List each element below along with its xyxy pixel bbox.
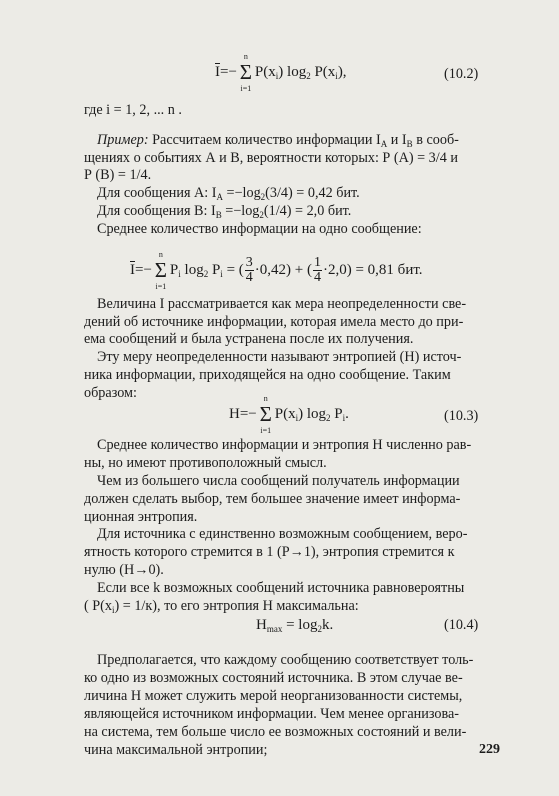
paragraph-5-line: ятность которого стремится в 1 (Р→1), энтропия стремится к (84, 544, 455, 560)
paragraph-4-line: должен сделать выбор, тем большее значение имеет информа- (84, 491, 461, 507)
paragraph-2-line: образом: (84, 385, 137, 401)
paragraph-7-line: являющейся источником информации. Чем менее организова- (84, 706, 459, 722)
paragraph-7-line: чина максимальной энтропии; (84, 742, 268, 758)
paragraph-7-line: личина Н может служить мерой неорганизованности системы, (84, 688, 463, 704)
equation-average: $\overline{I}=-$ n Σ i=1 $P_i$ $\log_2 P_i$ = ( $\frac{3}{4}$ ·0,42) + ( $\frac{1}{4}$ ·2,0) = 0,81 бит. (130, 250, 423, 291)
sum-symbol: n Σ i=1 (154, 250, 168, 291)
paragraph-4-line: Чем из большего числа сообщений получатель информации (97, 473, 460, 489)
eq-lhs: $\overline{I}$ (215, 63, 220, 80)
sum-symbol: n Σ i=1 (239, 52, 253, 93)
paragraph-1-line: ема сообщений и была устранена после их получения. (84, 331, 414, 347)
equation-10-4: $H_{max} = \log_2k$. (256, 617, 334, 634)
equation-number: (10.2) (444, 66, 479, 82)
paragraph-7-line: ко одно из возможных состояний источника. В этом случае ве- (84, 670, 463, 686)
page-number: 229 (479, 742, 500, 757)
paragraph-3-line: Среднее количество информации и энтропия Н численно рав- (97, 437, 472, 453)
paragraph-2-line: Эту меру неопределенности называют энтропией (Н) источ- (97, 349, 462, 365)
message-a-line: Для сообщения А: $I_A =-\log_2(3/4) = 0,42$ бит. (97, 185, 360, 202)
paragraph-3-line: ны, но имеют противоположный смысл. (84, 455, 327, 471)
paragraph-1-line: дений об источнике информации, которая имела место до при- (84, 314, 464, 330)
paragraph-1-line: Величина I рассматривается как мера неопределенности све- (97, 296, 467, 312)
example-line-1: Пример: Рассчитаем количество информации $I_A$ и $I_B$ в сооб- (97, 132, 459, 149)
fraction-3-4: $\frac{3}{4}$ (245, 255, 253, 285)
paragraph-6-line: ( $P(x_i) = 1/к$), то его энтропия Н максимальна: (84, 598, 359, 615)
equation-number: (10.3) (444, 408, 479, 424)
example-line-3: Р (В) = 1/4. (84, 167, 152, 183)
equation-10-2: $\overline{I}=-$ n Σ i=1 $P(x_i)$ $\log_2 P(x_i)$, (215, 52, 347, 93)
fraction-1-4: $\frac{1}{4}$ (313, 255, 321, 285)
equation-number: (10.4) (444, 617, 479, 633)
paragraph-2-line: ника информации, приходящейся на одно сообщение. Таким (84, 367, 451, 383)
example-line-2: щениях о событиях А и В, вероятности которых: Р (А) = 3/4 и (84, 150, 458, 166)
paragraph-6-line: Если все k возможных сообщений источника равновероятны (97, 580, 465, 596)
sum-symbol: n Σ i=1 (259, 394, 272, 435)
where-line: где i = 1, 2, ... n . (84, 102, 182, 118)
paragraph-4-line: ционная энтропия. (84, 509, 198, 525)
message-b-line: Для сообщения В: $I_B =-\log_2(1/4) = 2,0$ бит. (97, 203, 352, 220)
paragraph-5-line: Для источника с единственно возможным сообщением, веро- (97, 526, 468, 542)
equation-10-3: H=− n Σ i=1 $P(x_i)$ $\log_2 P_i$. (229, 394, 349, 435)
paragraph-7-line: на система, тем больше число ее возможных состояний и вели- (84, 724, 467, 740)
paragraph-5-line: нулю (Н→0). (84, 562, 164, 578)
average-info-line: Среднее количество информации на одно сообщение: (97, 221, 422, 237)
paragraph-7-line: Предполагается, что каждому сообщению соответствует толь- (97, 652, 474, 668)
